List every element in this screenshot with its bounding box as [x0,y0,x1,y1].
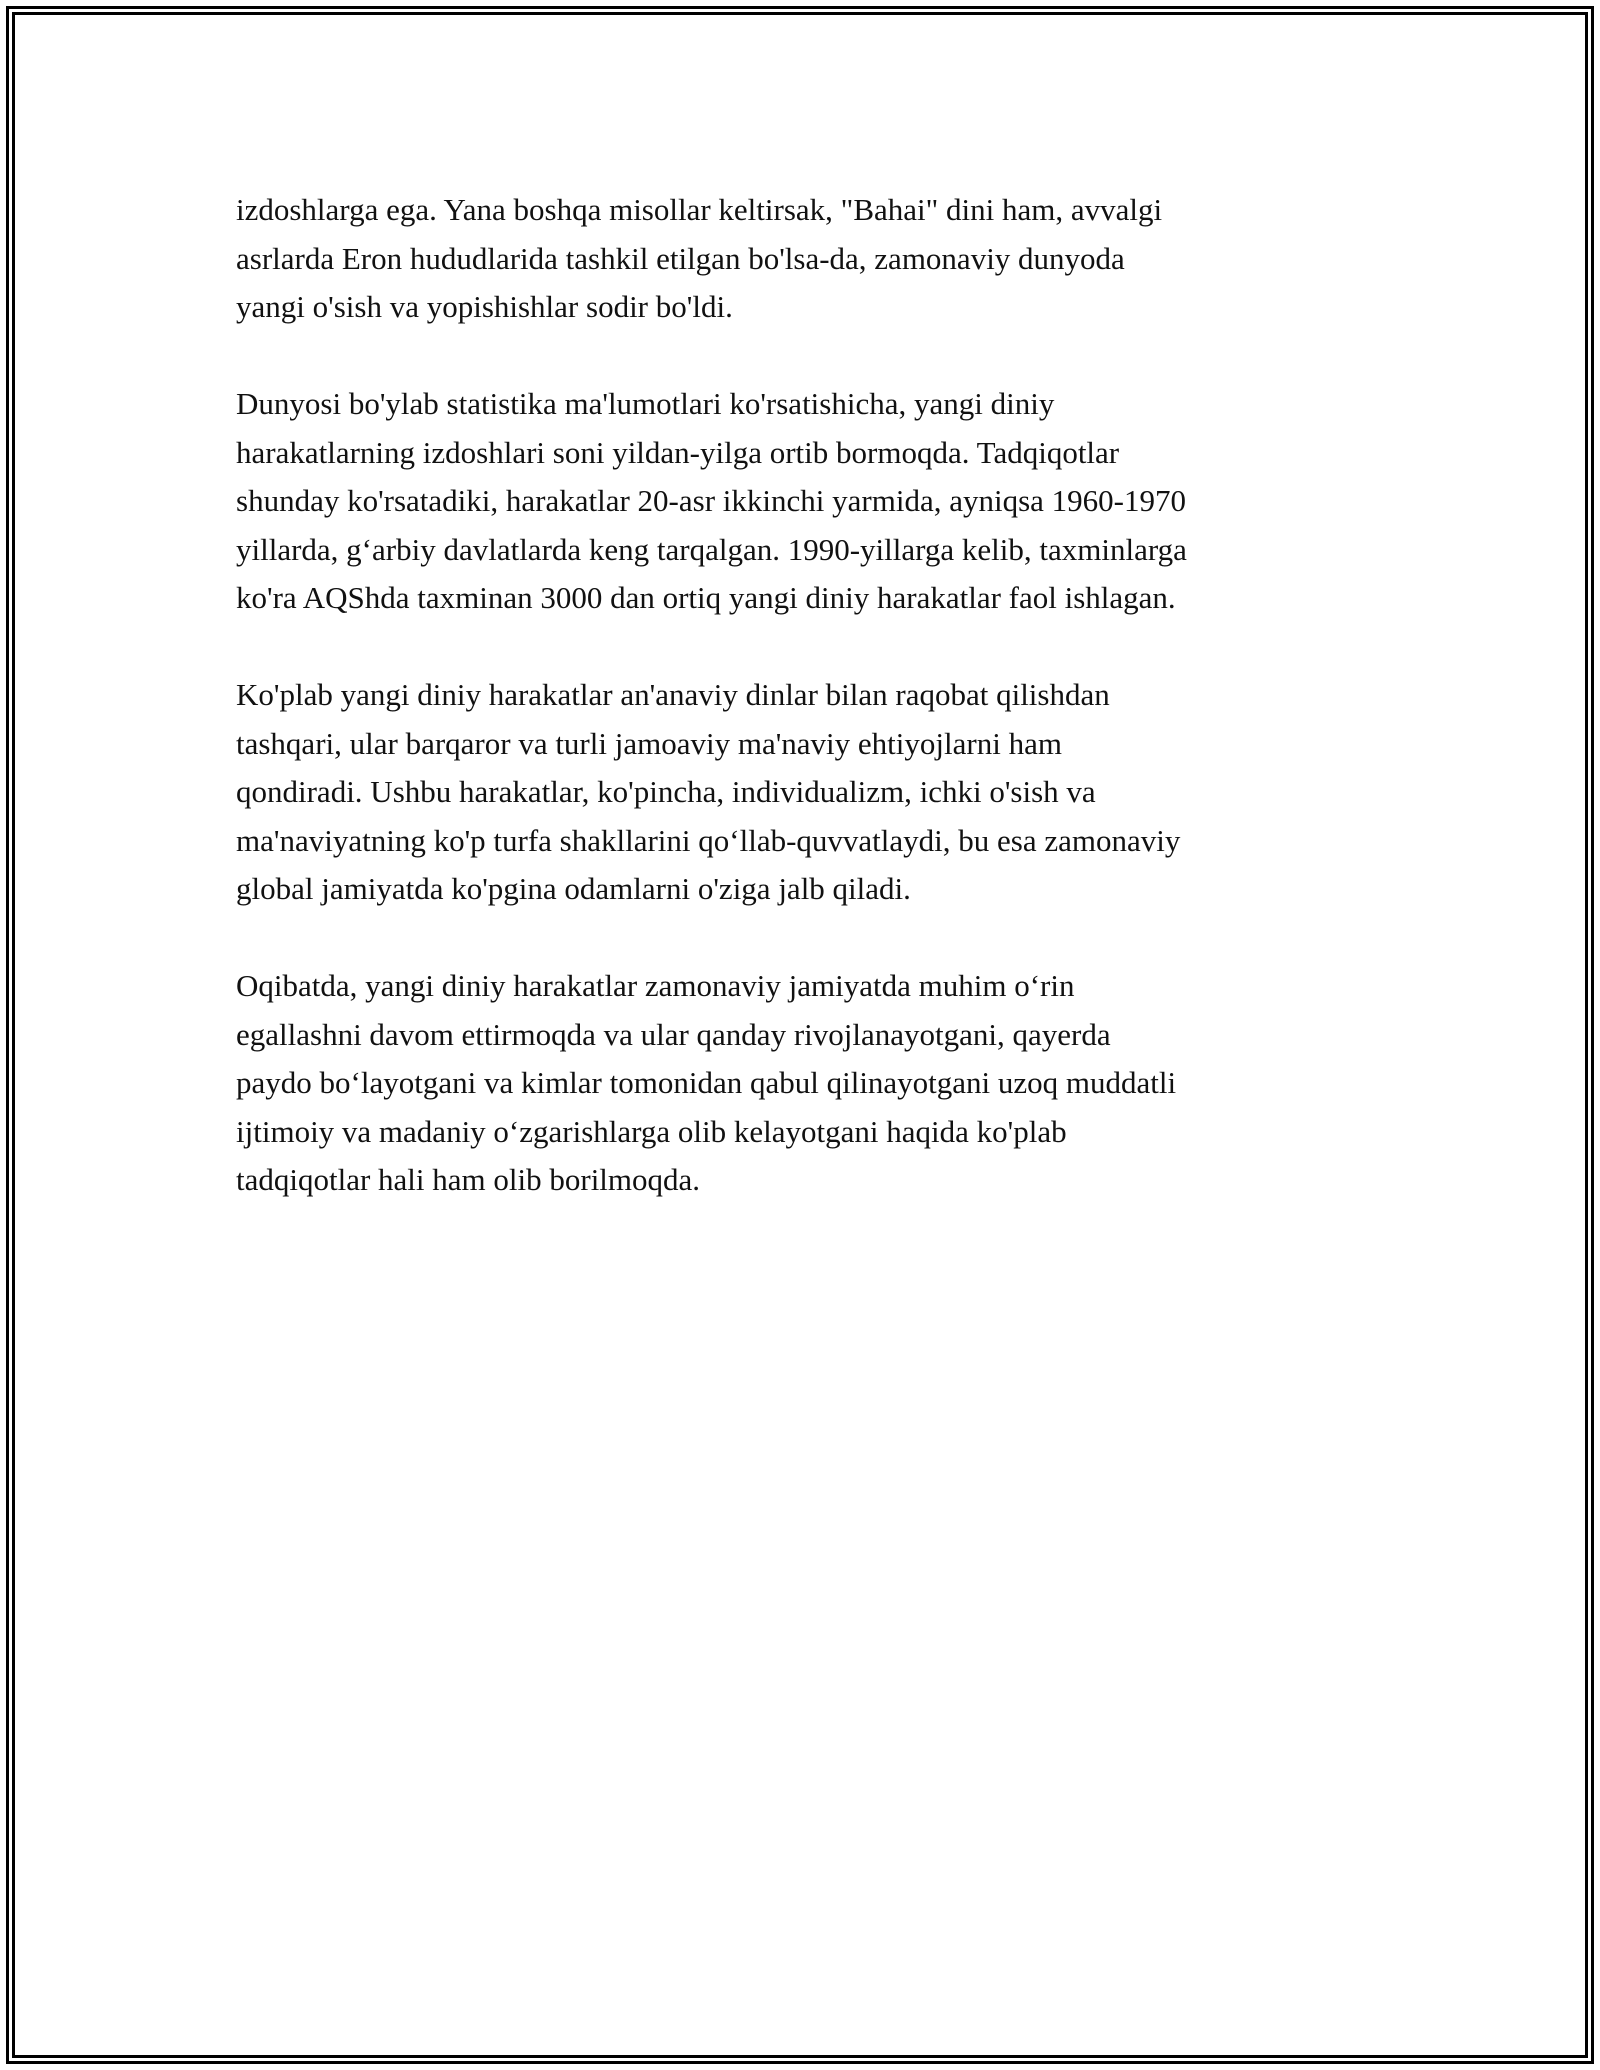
paragraph-1: izdoshlarga ega. Yana boshqa misollar keltirsak, "Bahai" dini ham, avvalgi asrlarda Eron hududlarida tashkil etilgan bo'lsa-da, zamonaviy dunyoda yangi o'sish va yopishishlar sodir bo'ldi. [236,192,1163,324]
paragraph-3: Ko'plab yangi diniy harakatlar an'anaviy dinlar bilan raqobat qilishdan tashqari, ular barqaror va turli jamoaviy ma'naviy ehtiyojlarni ham qondiradi. Ushbu harakatlar, ko'pincha, individualizm, ichki o'sish va ma'naviyatning ko'p turfa shakllarini qo‘llab-quvvatlaydi, bu esa zamonaviy global jamiyatda ko'pgina odamlarni o'ziga jalb qiladi. [236,677,1181,906]
document-body [236,186,1376,1253]
paragraph-2: Dunyosi bo'ylab statistika ma'lumotlari ko'rsatishicha, yangi diniy harakatlarning izdoshlari soni yildan-yilga ortib bormoqda. Tadqiqotlar shunday ko'rsatadiki, harakatlar 20-asr ikkinchi yarmida, ayniqsa 1960-1970 yillarda, g‘arbiy davlatlarda keng tarqalgan. 1990-yillarga kelib, taxminlarga ko'ra AQShda taxminan 3000 dan ortiq yangi diniy harakatlar faol ishlagan. [236,386,1187,615]
paragraph-4: Oqibatda, yangi diniy harakatlar zamonaviy jamiyatda muhim o‘rin egallashni davom ettirmoqda va ular qanday rivojlanayotgani, qayerda paydo bo‘layotgani va kimlar tomonidan qabul qilinayotgani uzoq muddatli ijtimoiy va madaniy o‘zgarishlarga olib kelayotgani haqida ko'plab tadqiqotlar hali ham olib borilmoqda. [236,968,1177,1197]
